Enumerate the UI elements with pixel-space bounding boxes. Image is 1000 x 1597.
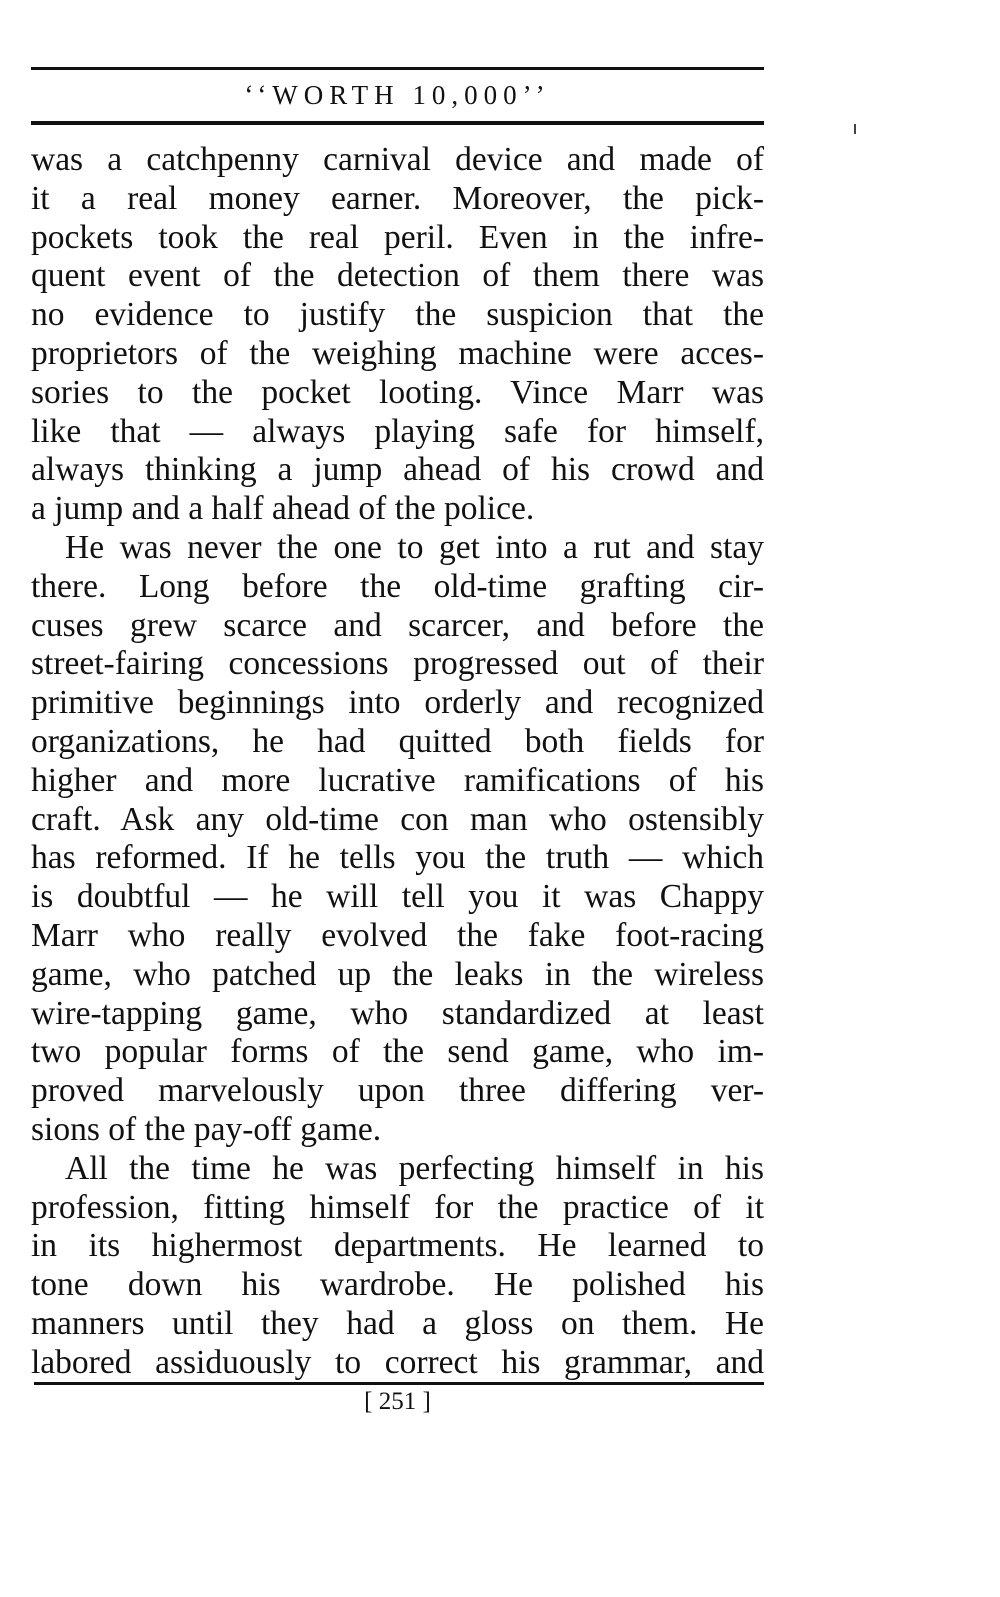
paragraph — [31, 141, 764, 529]
body-text — [31, 141, 764, 1383]
top-rule — [31, 67, 764, 70]
text-line: always thinking a jump ahead of his crowd and — [31, 451, 764, 489]
text-line: primitive beginnings into orderly and recognized — [31, 684, 764, 722]
text-line: cuses grew scarce and scarcer, and before the — [31, 606, 764, 644]
text-line: profession, fitting himself for the practice of it — [31, 1188, 764, 1226]
text-line: craft. Ask any old-time con man who ostensibly — [31, 800, 764, 838]
paragraph — [31, 529, 764, 1150]
text-line: in its highermost departments. He learned to — [31, 1227, 764, 1265]
text-line: no evidence to justify the suspicion that the — [31, 296, 764, 334]
text-line: higher and more lucrative ramifications of his — [31, 761, 764, 799]
text-line: quent event of the detection of them there was — [31, 257, 764, 295]
paragraph — [31, 1150, 764, 1383]
text-line: two popular forms of the send game, who im- — [31, 1033, 764, 1071]
header-rule — [31, 121, 764, 125]
text-line: has reformed. If he tells you the truth — which — [31, 839, 764, 877]
text-line: it a real money earner. Moreover, the pick- — [31, 179, 764, 217]
text-line: All the time he was perfecting himself in his — [65, 1149, 764, 1187]
stray-ink-mark — [854, 124, 856, 134]
book-page — [31, 0, 764, 1597]
text-line: there. Long before the old-time grafting cir- — [31, 567, 764, 605]
text-line: Marr who really evolved the fake foot-racing — [31, 916, 764, 954]
running-head: ‘‘WORTH 10,000’’ — [244, 80, 551, 110]
text-line: organizations, he had quitted both fields for — [31, 722, 764, 760]
text-line: was a catchpenny carnival device and made of — [31, 141, 764, 178]
text-line: manners until they had a gloss on them. He — [31, 1304, 764, 1342]
text-line: a jump and a half ahead of the police. — [31, 490, 535, 528]
text-line: tone down his wardrobe. He polished his — [31, 1266, 764, 1304]
text-line: proprietors of the weighing machine were acces- — [31, 334, 764, 372]
text-line: labored assiduously to correct his grammar, and — [31, 1343, 764, 1381]
text-line: wire-tapping game, who standardized at least — [31, 994, 764, 1032]
text-line: pockets took the real peril. Even in the infre- — [31, 218, 764, 256]
text-line: He was never the one to get into a rut and stay — [65, 528, 764, 566]
text-line: game, who patched up the leaks in the wireless — [31, 955, 764, 993]
text-line: street-fairing concessions progressed out of their — [31, 645, 764, 683]
text-line: like that — always playing safe for himself, — [31, 412, 764, 450]
footer-rule — [34, 1382, 764, 1385]
text-line: sions of the pay-off game. — [31, 1110, 382, 1148]
text-line: is doubtful — he will tell you it was Chappy — [31, 878, 764, 916]
page-number: [ 251 ] — [364, 1388, 431, 1415]
text-line: proved marvelously upon three differing ver- — [31, 1072, 764, 1110]
text-line: sories to the pocket looting. Vince Marr was — [31, 373, 764, 411]
